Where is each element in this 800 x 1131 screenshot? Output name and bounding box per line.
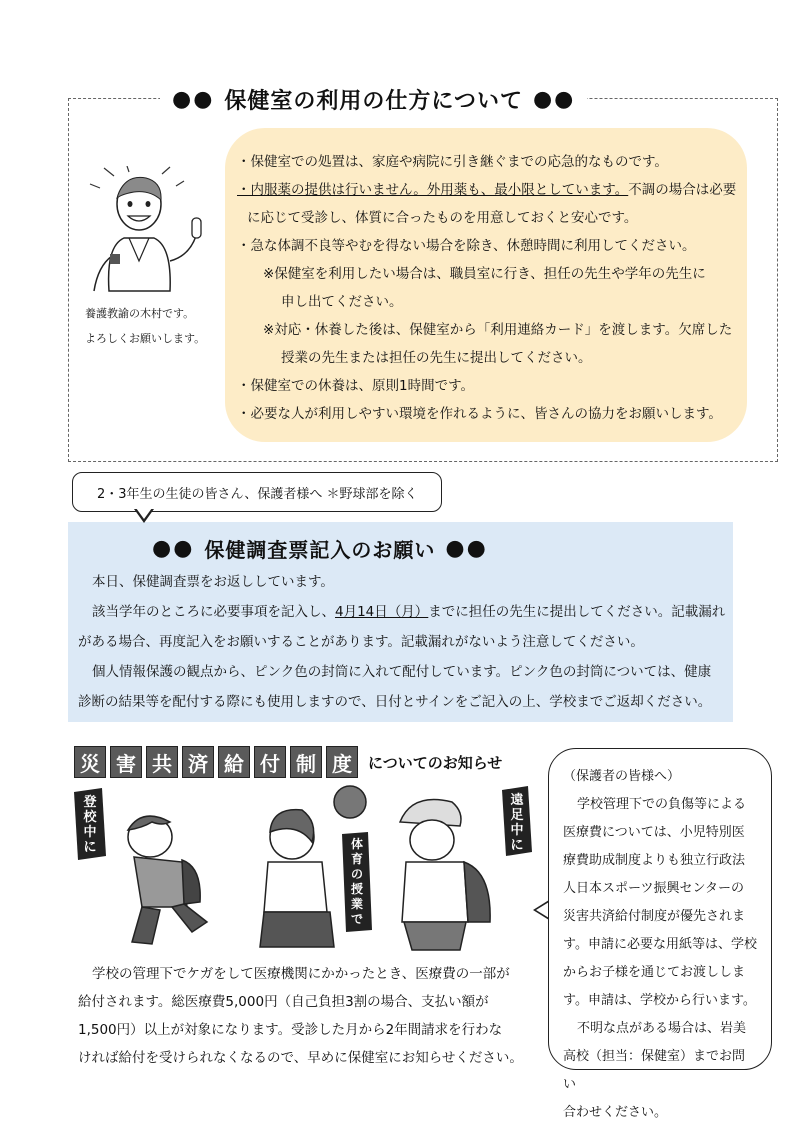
bubble-line: す。申請に必要な用紙等は、学校 <box>563 937 757 952</box>
bubble-line: 合わせください。 <box>563 1105 668 1120</box>
aid-line: ければ給付を受けられなくなるので、早めに保健室にお知らせください。 <box>78 1050 523 1066</box>
survey-deadline: 4月14日（月） <box>335 604 429 620</box>
aid-line: 給付されます。総医療費5,000円（自己負担3割の場合、支払い額が <box>78 994 489 1010</box>
bubble-line: 人日本スポーツ振興センターの <box>563 881 744 896</box>
title-dots-right: ●● <box>445 535 488 561</box>
disaster-aid-body <box>78 960 538 1072</box>
survey-title-text: 保健調査票記入のお願い <box>204 538 436 562</box>
rule-line <box>237 176 737 204</box>
label-char: 育 <box>350 852 364 866</box>
label-char: に <box>510 838 524 853</box>
usage-rules-box <box>225 128 747 442</box>
rule-line: ・保健室での休養は、原則1時間です。 <box>237 378 475 394</box>
rule-line-continued: 不調の場合は必要 <box>628 182 737 198</box>
audience-callout: 2・3年生の生徒の皆さん、保護者様へ ＊野球部を除く <box>72 472 442 512</box>
bubble-line: 医療費については、小児特別医 <box>563 825 745 840</box>
title-dots-left: ●● <box>152 535 195 561</box>
disaster-aid-heading <box>74 746 502 778</box>
bubble-line: からお子様を通じてお渡ししま <box>563 965 746 980</box>
label-char: 体 <box>350 837 364 851</box>
survey-line: 個人情報保護の観点から、ピンク色の封筒に入れて配付しています。ピンク色の封筒については、健康 <box>92 664 712 680</box>
aid-line: 1,500円）以上が対象になります。受診した月から2年間請求を行わな <box>78 1022 503 1038</box>
heading-char: 付 <box>254 746 286 778</box>
rule-note: 申し出てください。 <box>281 294 403 310</box>
survey-title <box>78 534 725 563</box>
survey-line-part: までに担任の先生に提出してください。記載漏れ <box>428 604 726 620</box>
title-dots-right: ●● <box>532 86 576 112</box>
bubble-line: 高校（担当：保健室）までお問い <box>563 1049 746 1092</box>
label-commuting <box>82 794 97 855</box>
bubble-line: （保護者の皆様へ） <box>563 769 681 784</box>
heading-char: 災 <box>74 746 106 778</box>
teacher-illustration <box>84 166 214 296</box>
rule-note: 授業の先生または担任の先生に提出してください。 <box>281 350 592 366</box>
title-dots-left: ●● <box>172 86 215 112</box>
bubble-line: す。申請は、学校から行います。 <box>563 993 756 1008</box>
rule-line: ・必要な人が利用しやすい環境を作れるように、皆さんの協力をお願いします。 <box>237 406 722 422</box>
label-char: 登 <box>83 795 97 810</box>
label-char: 業 <box>350 897 364 911</box>
heading-char: 給 <box>218 746 250 778</box>
rule-note: ※対応・休養した後は、保健室から「利用連絡カード」を渡します。欠席した <box>263 322 733 338</box>
bubble-line: 療費助成制度よりも独立行政法 <box>563 853 746 868</box>
usage-section-title <box>160 84 587 115</box>
survey-line <box>78 597 725 627</box>
bubble-line: 不明な点がある場合は、岩美 <box>577 1021 747 1036</box>
usage-title-text: 保健室の利用の仕方について <box>224 89 523 114</box>
injury-illustrations <box>72 782 542 952</box>
rule-line: ・保健室での処置は、家庭や病院に引き継ぐまでの応急的なものです。 <box>237 154 668 170</box>
bubble-line: 災害共済給付制度が優先されま <box>563 909 746 924</box>
survey-line: がある場合、再度記入をお願いすることがあります。記載漏れがないよう注意してください。 <box>78 634 644 650</box>
heading-rest: についてのお知らせ <box>368 753 503 772</box>
guardian-notice-bubble <box>548 748 772 1120</box>
bubble-line: 学校管理下での負傷等による <box>577 797 747 812</box>
rule-line-underlined: ・内服薬の提供は行いません。外用薬も、最小限としています。 <box>237 182 629 198</box>
health-survey-box <box>68 522 733 722</box>
label-char: 足 <box>510 808 524 823</box>
callout-tail-fill <box>136 508 152 519</box>
heading-char: 制 <box>290 746 322 778</box>
heading-char: 済 <box>182 746 214 778</box>
survey-line-part: 該当学年のところに必要事項を記入し、 <box>92 604 335 620</box>
label-char: で <box>350 912 364 926</box>
rule-note: ※保健室を利用したい場合は、職員室に行き、担任の先生や学年の先生に <box>263 266 706 282</box>
label-char: の <box>350 867 364 881</box>
label-char: 授 <box>350 882 364 896</box>
survey-line: 診断の結果等を配付する際にも使用しますので、日付とサインをご記入の上、学校までご返却ください。 <box>78 694 712 710</box>
aid-line: 学校の管理下でケガをして医療機関にかかったとき、医療費の一部が <box>92 966 510 982</box>
survey-line: 本日、保健調査票をお返ししています。 <box>92 574 334 590</box>
label-char: に <box>83 840 97 855</box>
heading-char: 害 <box>110 746 142 778</box>
label-field-trip <box>510 792 523 853</box>
label-char: 中 <box>510 823 524 838</box>
label-char: 遠 <box>510 793 524 808</box>
rule-line: ・急な体調不良等やむを得ない場合を除き、休憩時間に利用してください。 <box>237 238 696 254</box>
label-char: 中 <box>83 825 97 840</box>
label-char: 校 <box>83 810 97 825</box>
rule-line: に応じて受診し、体質に合ったものを用意しておくと安心です。 <box>247 210 638 226</box>
heading-char: 共 <box>146 746 178 778</box>
heading-char: 度 <box>326 746 358 778</box>
teacher-caption-greeting: よろしくお願いします。 <box>85 332 206 345</box>
teacher-caption-name: 養護教諭の木村です。 <box>85 307 195 320</box>
